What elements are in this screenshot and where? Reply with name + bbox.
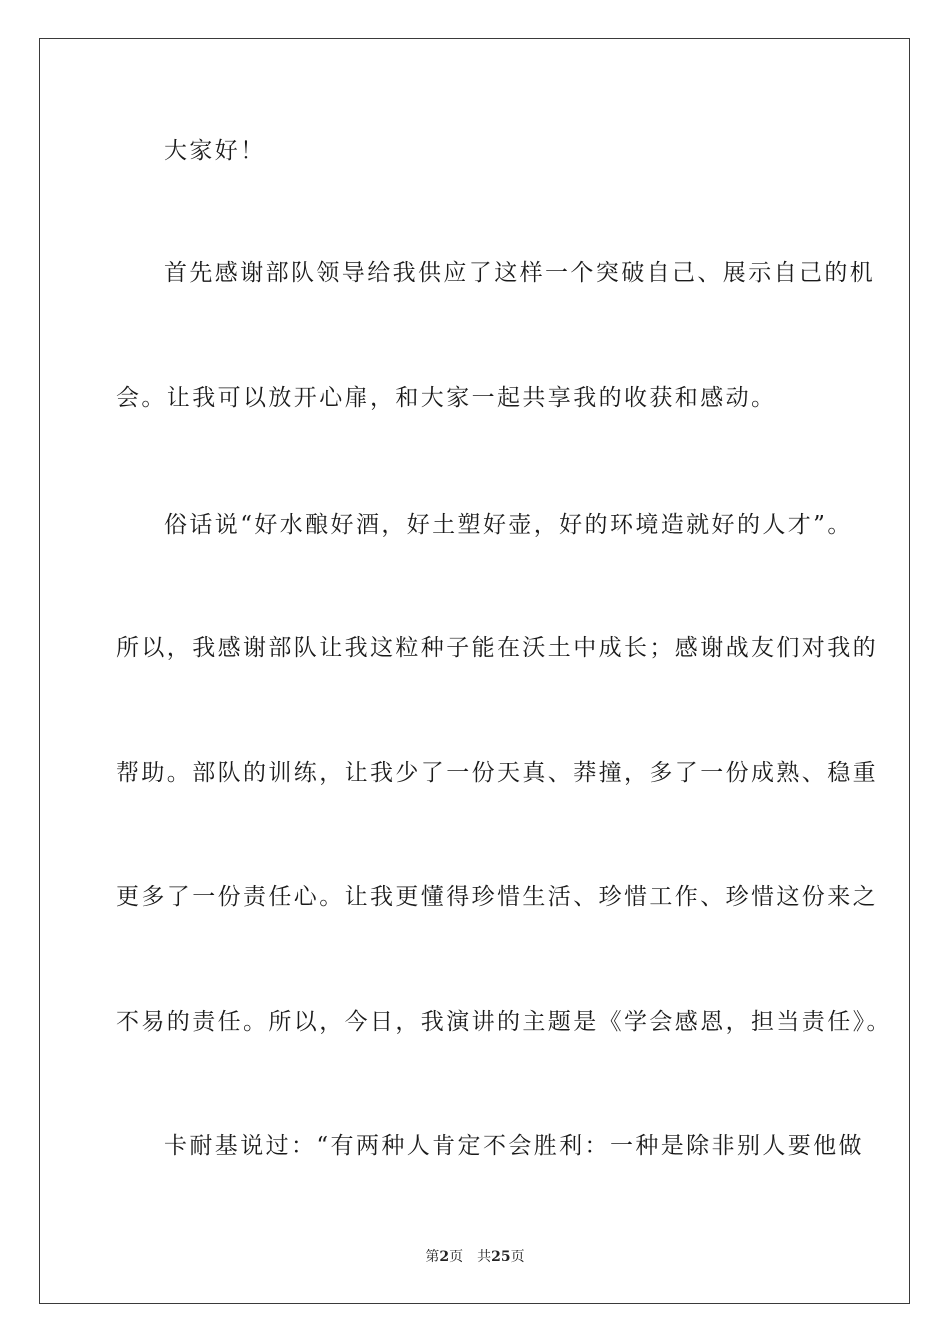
page-suffix: 页	[449, 1249, 464, 1265]
paragraph-line-9: 卡耐基说过：“有两种人肯定不会胜利：一种是除非别人要他做	[164, 1133, 864, 1159]
page-total: 25	[491, 1249, 511, 1265]
page-current: 2	[439, 1249, 450, 1265]
page-prefix: 第	[425, 1249, 440, 1265]
paragraph-line-2: 首先感谢部队领导给我供应了这样一个突破自己、展示自己的机	[164, 260, 876, 286]
paragraph-line-1: 大家好！	[164, 138, 266, 164]
paragraph-line-7: 更多了一份责任心。让我更懂得珍惜生活、珍惜工作、珍惜这份来之	[116, 884, 878, 910]
total-prefix: 共	[477, 1249, 492, 1265]
paragraph-line-8: 不易的责任。所以，今日，我演讲的主题是《学会感恩，担当责任》。	[116, 1009, 892, 1035]
page-border	[39, 38, 910, 1304]
paragraph-line-6: 帮助。部队的训练，让我少了一份天真、莽撞，多了一份成熟、稳重	[116, 760, 878, 786]
total-suffix: 页	[510, 1249, 525, 1265]
paragraph-line-3: 会。让我可以放开心扉，和大家一起共享我的收获和感动。	[116, 385, 777, 411]
paragraph-line-5: 所以，我感谢部队让我这粒种子能在沃土中成长；感谢战友们对我的	[116, 635, 878, 661]
page-footer	[0, 1248, 950, 1266]
paragraph-line-4: 俗话说“好水酿好酒，好土塑好壶，好的环境造就好的人才”。	[164, 512, 853, 538]
